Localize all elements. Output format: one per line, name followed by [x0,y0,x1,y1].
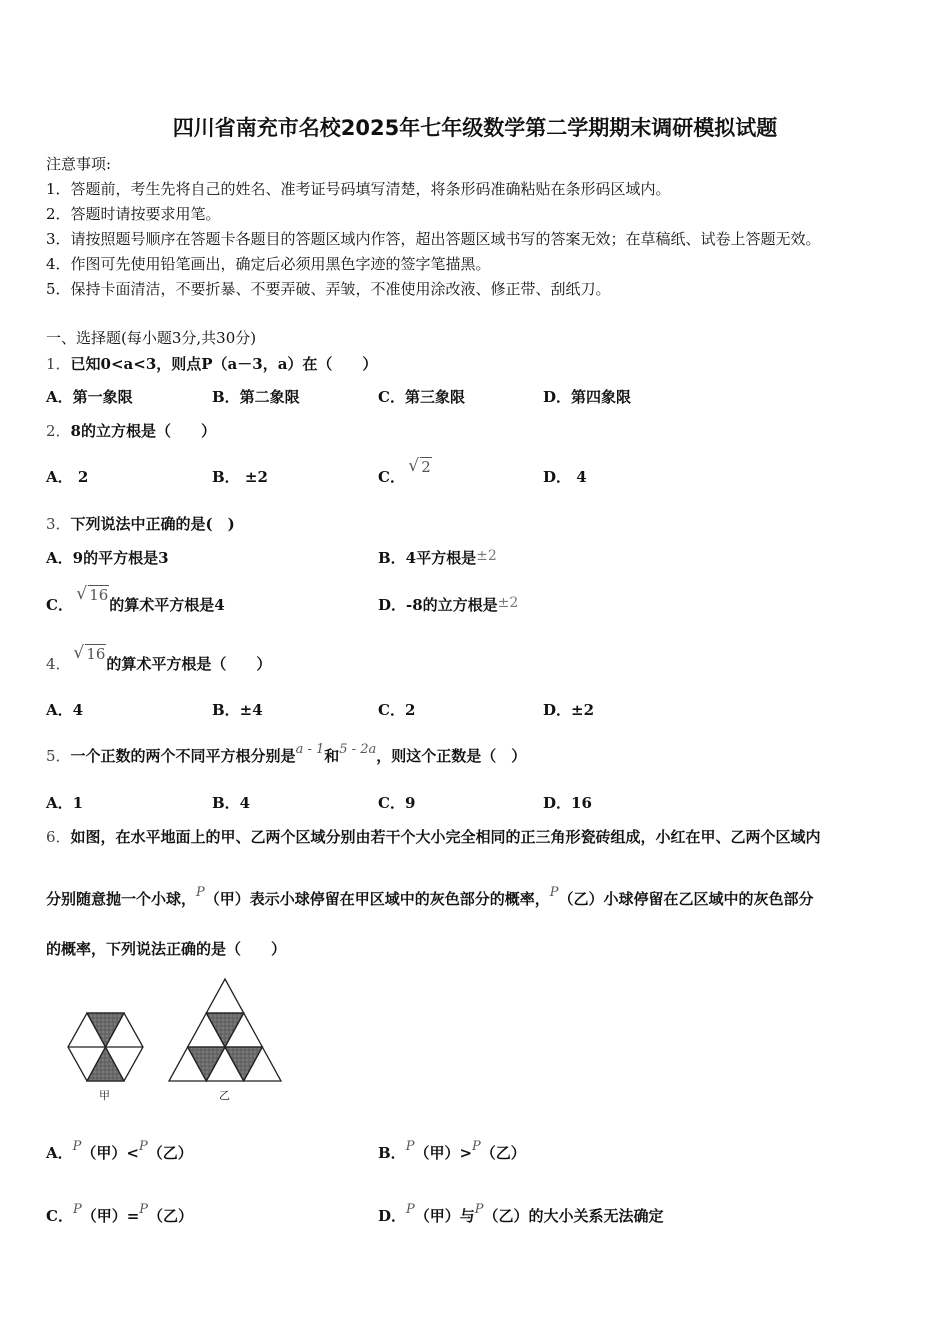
notice-item: 3．请按照题号顺序在答题卡各题目的答题区域内作答，超出答题区域书写的答案无效；在草稿纸、试卷上答题无效。 [46,230,821,248]
option-c[interactable] [46,586,225,615]
p-symbol: P [72,1202,82,1217]
question-text: 一个正数的两个不同平方根分别是 [70,747,296,765]
question-number: 3． [46,515,71,533]
option-c[interactable]: C．9 [378,794,416,812]
option-text: （乙） [147,1144,193,1162]
option-a[interactable]: A．4 [46,701,84,719]
question-4 [46,645,272,674]
question-number: 2． [46,422,71,440]
radicand: 2 [421,458,431,476]
option-b[interactable]: B．第二象限 [212,388,300,406]
p-symbol: P [472,1139,481,1154]
question-1 [46,353,377,374]
tiles-figure [62,975,302,1105]
option-a[interactable] [46,1139,193,1163]
option-text: （甲）< [81,1144,139,1162]
option-text: （甲）= [81,1207,140,1225]
notice-item: 2．答题时请按要求用笔。 [46,205,221,223]
option-text: B．4平方根是 [378,549,477,567]
option-text: （甲）与 [414,1207,475,1225]
question-text: 已知0<a<3，则点P（a－3，a）在（ ） [70,355,378,373]
figure-label-yi: 乙 [219,1089,230,1102]
option-text: （乙）的大小关系无法确定 [483,1207,664,1225]
sqrt-expression [78,586,109,604]
option-c[interactable] [378,458,432,487]
option-label: D． [378,1207,407,1225]
sqrt-expression [410,458,432,476]
question-text: （甲）表示小球停留在甲区域中的灰色部分的概率， [204,890,550,908]
option-value: ±2 [244,468,268,486]
option-d[interactable]: D．16 [543,794,592,812]
question-text: 分别随意抛一个小球， [46,890,197,908]
option-text: （甲）> [414,1144,473,1162]
p-symbol: P [138,1139,148,1154]
option-a[interactable]: A．1 [46,794,84,812]
p-symbol: P [72,1139,82,1154]
option-text: （乙） [148,1207,194,1225]
question-text: 下列说法中正确的是( ) [70,515,235,533]
option-label: B． [212,468,240,486]
option-text: D．-8的立方根是 [378,596,498,614]
option-value: 2 [77,468,89,486]
region-jia [68,1013,143,1081]
math-expression: ±2 [497,595,519,611]
region-yi [169,979,281,1081]
option-label: C． [46,1207,73,1225]
option-d[interactable] [378,594,518,615]
option-text: （乙） [480,1144,526,1162]
question-text-line [46,885,814,909]
option-d[interactable] [378,1202,664,1226]
option-b[interactable] [378,547,497,568]
question-6 [46,826,821,847]
math-expression: 5 - 2a [339,742,377,757]
option-b[interactable]: B．±4 [212,701,263,719]
question-text: （乙）小球停留在乙区域中的灰色部分 [558,890,814,908]
p-symbol: P [474,1202,484,1217]
option-label: C． [378,468,405,486]
figure-label-jia: 甲 [99,1089,110,1102]
question-number: 1． [46,355,71,373]
p-symbol: P [405,1139,415,1154]
question-number: 4． [46,655,71,673]
option-b[interactable]: B．4 [212,794,251,812]
question-text-line: 的概率，下列说法正确的是（ ） [46,940,287,958]
option-a[interactable] [46,466,88,487]
option-label: A． [46,468,73,486]
p-symbol: P [549,885,559,900]
page-title: 四川省南充市名校2025年七年级数学第二学期期末调研模拟试题 [172,116,778,140]
option-label: B． [378,1144,406,1162]
question-text: ，则这个正数是（ ） [376,747,527,765]
option-d[interactable]: D．第四象限 [543,388,632,406]
section-heading: 一、选择题(每小题3分,共30分) [46,329,257,347]
option-c[interactable]: C．第三象限 [378,388,465,406]
option-b[interactable] [378,1139,526,1163]
option-d[interactable]: D．±2 [543,701,595,719]
notice-item: 1．答题前，考生先将自己的姓名、准考证号码填写清楚，将条形码准确粘贴在条形码区域内。 [46,180,671,198]
option-c[interactable]: C．2 [378,701,416,719]
question-text: 的算术平方根是（ ） [106,655,272,673]
math-expression: a - 1 [295,742,325,757]
sqrt-expression [75,645,106,663]
p-symbol: P [139,1202,149,1217]
option-label: C． [46,596,73,614]
radicand: 16 [86,645,106,663]
option-text: 的算术平方根是4 [109,596,225,614]
option-b[interactable] [212,466,268,487]
question-3 [46,513,235,534]
option-label: A． [46,1144,73,1162]
notice-item: 5．保持卡面清洁，不要折暴、不要弄破、弄皱，不准使用涂改液、修正带、刮纸刀。 [46,280,611,298]
math-expression: ±2 [476,548,497,564]
question-text: 8的立方根是（ ） [70,422,216,440]
notice-item: 4．作图可先使用铅笔画出，确定后必须用黑色字迹的签字笔描黑。 [46,255,491,273]
question-5 [46,742,527,766]
question-text: 和 [324,747,340,765]
option-a[interactable]: A．9的平方根是3 [46,549,169,567]
question-number: 6． [46,828,71,846]
question-2 [46,420,216,441]
option-label: D． [543,468,572,486]
option-a[interactable]: A．第一象限 [46,388,133,406]
radicand: 16 [89,586,109,604]
notice-heading: 注意事项: [46,155,112,173]
option-value: 4 [576,468,587,486]
p-symbol: P [196,885,205,900]
p-symbol: P [406,1202,415,1217]
question-text: 如图，在水平地面上的甲、乙两个区域分别由若干个大小完全相同的正三角形瓷砖组成，小红在甲、乙两个区域内 [70,828,821,846]
option-d[interactable] [543,466,587,487]
option-c[interactable] [46,1202,194,1226]
question-number: 5． [46,747,71,765]
